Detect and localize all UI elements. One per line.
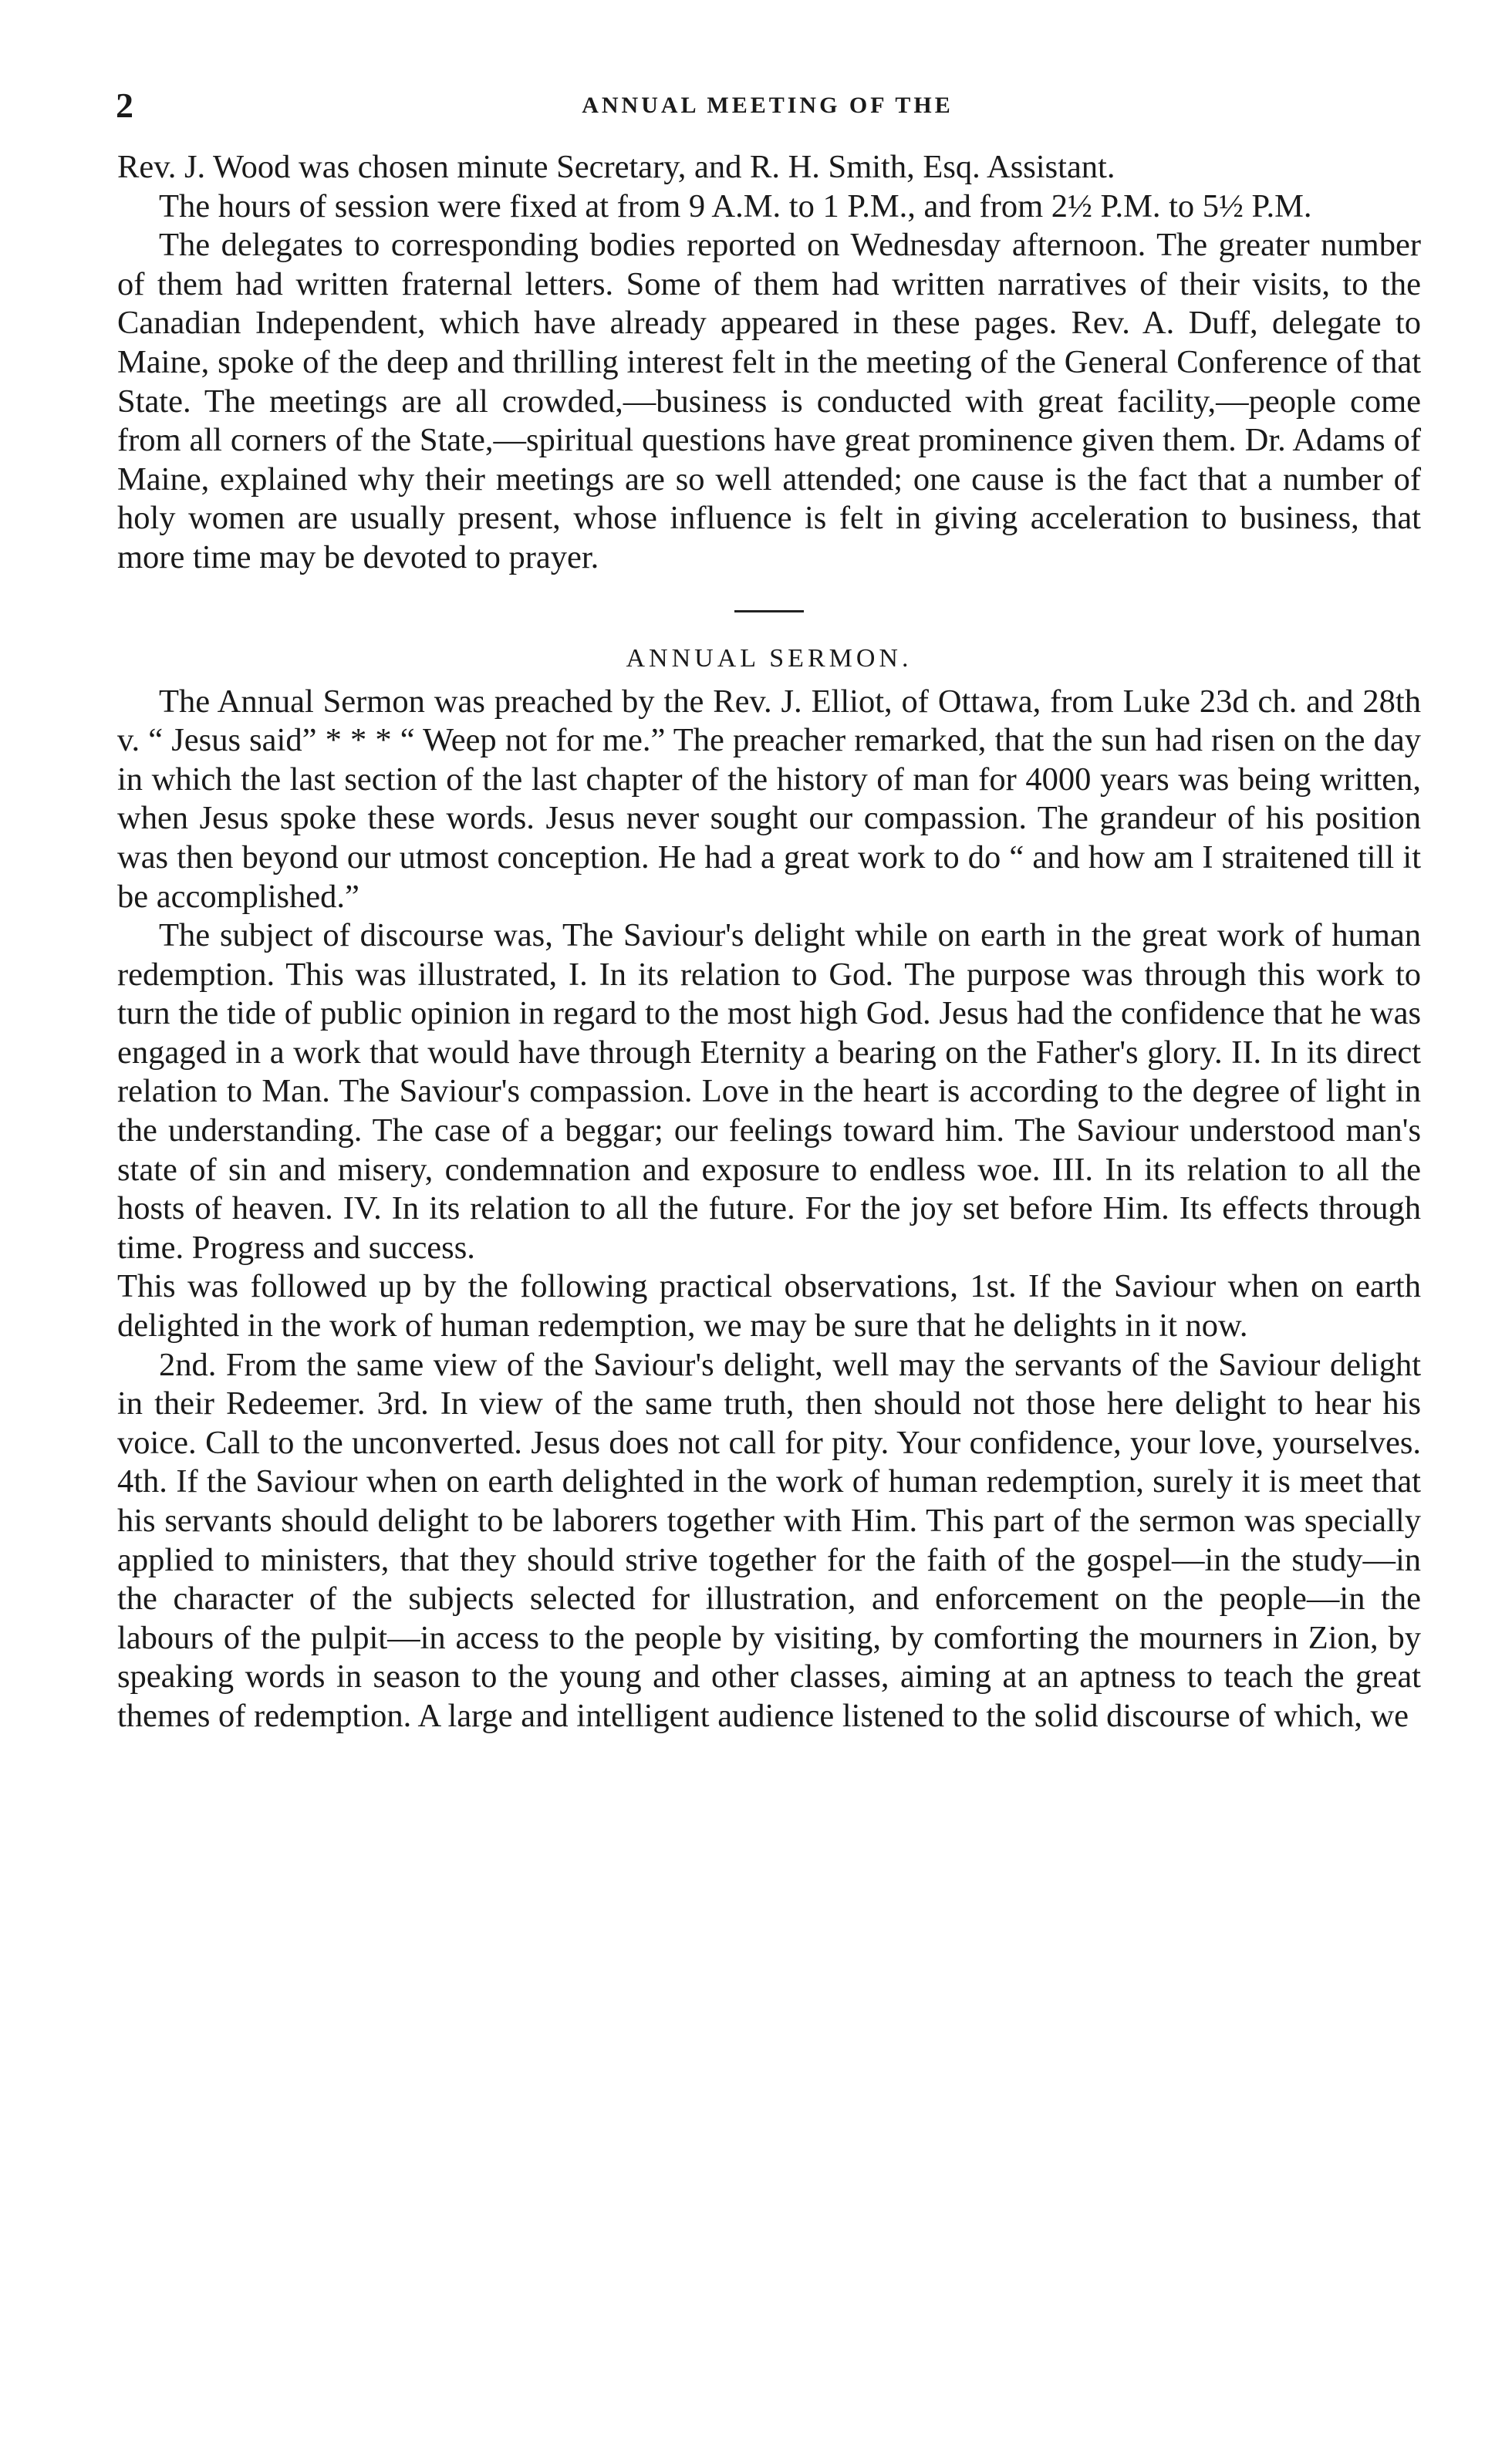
- paragraph-secretary: Rev. J. Wood was chosen minute Secretary, and R. H. Smith, Esq. Assistant.: [117, 149, 1115, 185]
- running-head: [116, 85, 1419, 131]
- paragraph-delegates: The delegates to corresponding bodies reported on Wednesday afternoon. The greater number of them had written fraternal letters. Some of them had written narratives of their visits, to the Canadian Independent, which have already appeared in these pages. Rev. A. Duff, delegate to Maine, spoke of the deep and thrilling interest felt in the meeting of the General Conference of that State. The meetings are all crowded,—business is conducted with great facility,—people come from all corners of the State,—spiritual questions have great prominence given them. Dr. Adams of Maine, explained why their meetings are so well attended; one cause is the fact that a number of holy women are usually present, whose influence is felt in giving acceleration to business, that more time may be devoted to prayer.: [117, 227, 1421, 575]
- section-heading: ANNUAL SERMON.: [626, 643, 913, 673]
- paragraph-observations: This was followed up by the following practical observations, 1st. If the Saviour when on earth delighted in the work of human redemption, we may be sure that he delights in it now.: [117, 1268, 1421, 1345]
- body-text: [117, 148, 1421, 1736]
- paragraph-sermon-intro: The Annual Sermon was preached by the Rev. J. Elliot, of Ottawa, from Luke 23d ch. and 28th v. “ Jesus said” * * * “ Weep not for me.” The preacher remarked, that the sun had risen on the day in which the last section of the last chapter of the history of man for 4000 years was being written, when Jesus spoke these words. Jesus never sought our compassion. The grandeur of his position was then beyond our utmost conception. He had a great work to do “ and how am I straitened till it be accomplished.”: [117, 683, 1421, 915]
- page-number: 2: [116, 86, 133, 125]
- section-divider: [117, 578, 1421, 639]
- paragraph-sermon-subject: The subject of discourse was, The Saviour's delight while on earth in the great work of human redemption. This was illustrated, I. In its relation to God. The purpose was through this work to turn the tide of public opinion in regard to the most high God. Jesus had the confidence that he was engaged in a work that would have through Eternity a bearing on the Father's glory. II. In its direct relation to Man. The Saviour's compassion. Love in the heart is according to the degree of light in the understanding. The case of a beggar; our feelings toward him. The Saviour understood man's state of sin and misery, condemnation and exposure to endless woe. III. In its relation to all the hosts of heaven. IV. In its relation to all the future. For the joy set before Him. Its effects through time. Progress and success.: [117, 917, 1421, 1266]
- running-title: ANNUAL MEETING OF THE: [582, 93, 953, 118]
- short-rule: [734, 610, 804, 612]
- paragraph-second-point: 2nd. From the same view of the Saviour's delight, well may the servants of the Saviour delight in their Redeemer. 3rd. In view of the same truth, then should not those here delight to hear his voice. Call to the unconverted. Jesus does not call for pity. Your confidence, your love, yourselves. 4th. If the Saviour when on earth delighted in the work of human redemption, surely it is meet that his servants should delight to be laborers together with Him. This part of the sermon was specially applied to ministers, that they should strive together for the faith of the gospel—in the study—in the character of the subjects selected for illustration, and enforcement on the people—in the labours of the pulpit—in access to the people by visiting, by comforting the mourners in Zion, by speaking words in season to the young and other classes, aiming at an aptness to teach the great themes of redemption. A large and intelligent audience listened to the solid discourse of which, we: [117, 1346, 1421, 1734]
- paragraph-session-hours: The hours of session were fixed at from 9 A.M. to 1 P.M., and from 2½ P.M. to 5½ P.M.: [159, 187, 1312, 224]
